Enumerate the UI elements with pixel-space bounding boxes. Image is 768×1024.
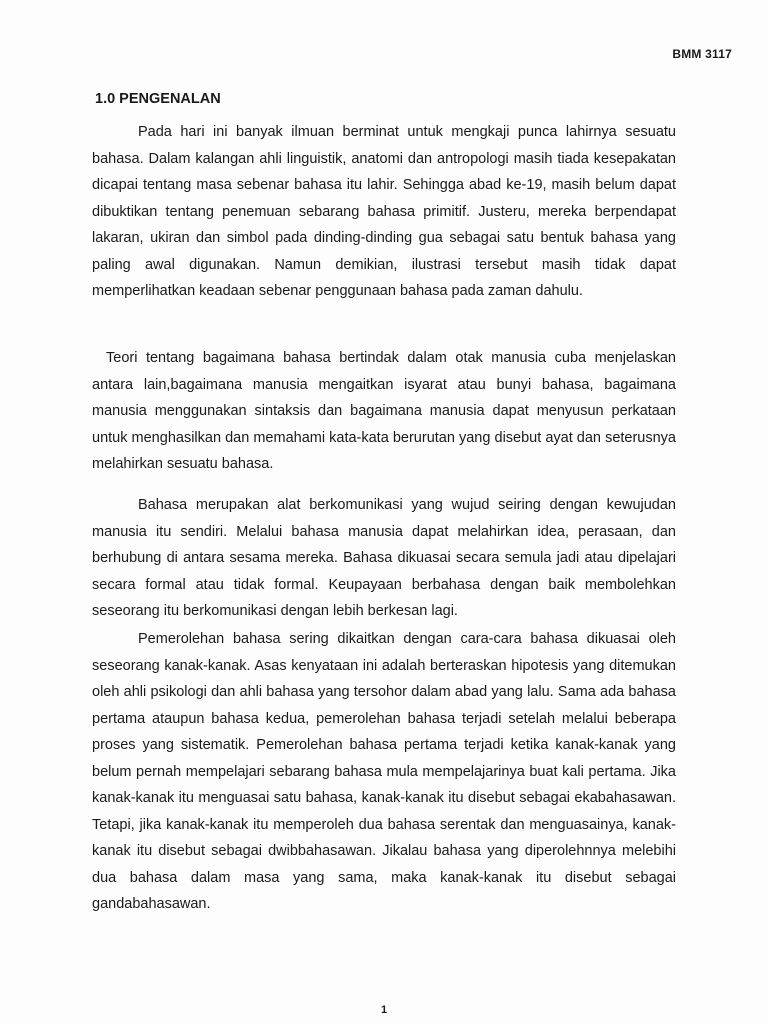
paragraph-text: Teori tentang bagaimana bahasa bertindak dalam otak manusia cuba menjelaskan antara lain,bagaimana manusia mengaitkan isyarat atau bunyi bahasa, bagaimana manusia menggunakan sintaksis dan bagaimana manusia dapat menyusun perkataan untuk menghasilkan dan memahami kata-kata berurutan yang disebut ayat dan seterusnya melahirkan sesuatu bahasa. — [92, 350, 676, 472]
page-number: 1 — [380, 1004, 388, 1016]
section-heading: 1.0 PENGENALAN — [95, 91, 221, 107]
paragraph-text: Pemerolehan bahasa sering dikaitkan dengan cara-cara bahasa dikuasai oleh seseorang kanak-kanak. Asas kenyataan ini adalah berteraskan hipotesis yang ditemukan oleh ahli psikologi dan ahli bahasa yang tersohor dalam abad yang lalu. Sama ada bahasa pertama ataupun bahasa kedua, pemerolehan bahasa terjadi setelah melalui beberapa proses yang sistematik. Pemerolehan bahasa pertama terjadi ketika kanak-kanak yang belum pernah mempelajari sebarang bahasa mula mempelajarinya buat kali pertama. Jika kanak-kanak itu menguasai satu bahasa, kanak-kanak itu disebut sebagai ekabahasawan. Tetapi, jika kanak-kanak itu memperoleh dua bahasa serentak dan menguasainya, kanak-kanak itu disebut sebagai dwibbahasawan. Jikalau bahasa yang diperolehnnya melebihi dua bahasa dalam masa yang sama, maka kanak-kanak itu disebut sebagai gandabahasawan. — [92, 631, 676, 912]
paragraph-text: Bahasa merupakan alat berkomunikasi yang wujud seiring dengan kewujudan manusia itu sendiri. Melalui bahasa manusia dapat melahirkan idea, perasaan, dan berhubung di antara sesama mereka. Bahasa dikuasai secara semula jadi atau dipelajari secara formal atau tidak formal. Keupayaan berbahasa dengan baik membolehkan seseorang itu berkomunikasi dengan lebih berkesan lagi. — [92, 497, 676, 619]
paragraph-text: Pada hari ini banyak ilmuan berminat untuk mengkaji punca lahirnya sesuatu bahasa. Dalam kalangan ahli linguistik, anatomi dan antropologi masih tiada kesepakatan dicapai tentang masa sebenar bahasa itu lahir. Sehingga abad ke-19, masih belum dapat dibuktikan tentang penemuan sebarang bahasa primitif. Justeru, mereka berpendapat lakaran, ukiran dan simbol pada dinding-dinding gua sebagai satu bentuk bahasa yang paling awal digunakan. Namun demikian, ilustrasi tersebut masih tidak dapat memperlihatkan keadaan sebenar penggunaan bahasa pada zaman dahulu. — [92, 124, 676, 299]
paragraph-2 — [92, 345, 676, 478]
course-code: BMM 3117 — [672, 47, 732, 61]
paragraph-1 — [92, 119, 676, 305]
paragraph-4 — [92, 626, 676, 918]
paragraph-3 — [92, 492, 676, 625]
